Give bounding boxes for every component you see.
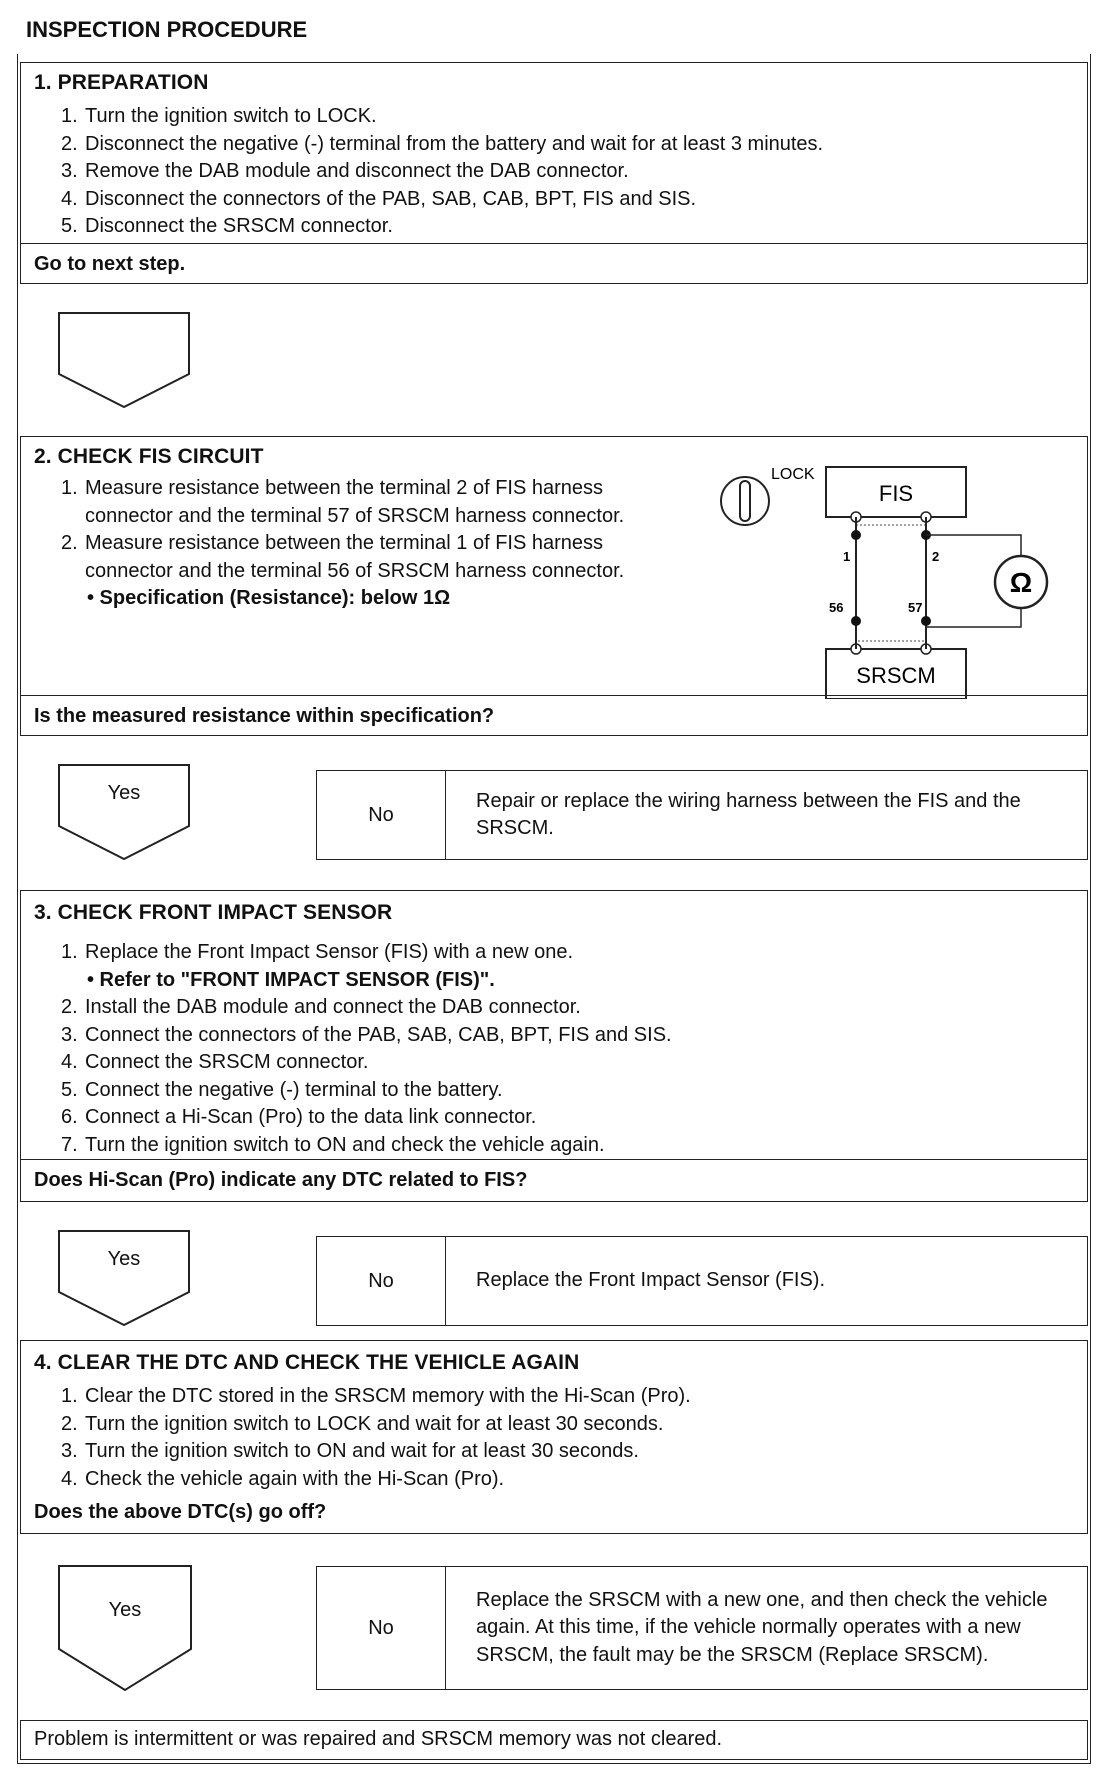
no-action: Replace the SRSCM with a new one, and then check the vehicle again. At this time, if the vehicle normally operates with a new SRSCM, the fault may be the SRSCM (Replace SRSCM).: [476, 1588, 1048, 1666]
flow-arrow-1: [58, 312, 190, 408]
step3-heading: 3. CHECK FRONT IMPACT SENSOR: [34, 901, 393, 924]
list-item: 1. Replace the Front Impact Sensor (FIS) with a new one.: [61, 941, 573, 963]
no-action: Repair or replace the wiring harness between the FIS and the SRSCM.: [476, 789, 1021, 839]
list-item: 2. Disconnect the negative (-) terminal from the battery and wait for at least 3 minutes.: [61, 132, 824, 155]
step3-list: [61, 939, 672, 1159]
list-item: 1. Measure resistance between the terminal 2 of FIS harness: [61, 477, 604, 499]
step1-list: [61, 103, 823, 241]
yes-label: Yes: [107, 1248, 141, 1270]
step3-box: [20, 890, 1088, 1202]
terminal-1-label: 1: [843, 549, 851, 564]
list-item: 2. Turn the ignition switch to LOCK and wait for at least 30 seconds.: [61, 1412, 664, 1435]
list-item: 4. Check the vehicle again with the Hi-Scan (Pro).: [61, 1467, 505, 1490]
final-box: [20, 1720, 1088, 1760]
list-item: 3. Remove the DAB module and disconnect the DAB connector.: [61, 160, 629, 182]
yes-arrow-3: [58, 1230, 190, 1326]
list-item-cont: connector and the terminal 57 of SRSCM harness connector.: [85, 504, 625, 527]
step2-list: [61, 475, 721, 613]
step2-box: [20, 436, 1088, 736]
step3-divider: [21, 1159, 1087, 1160]
step4-heading: 4. CLEAR THE DTC AND CHECK THE VEHICLE AGAIN: [34, 1351, 580, 1374]
no-action: Replace the Front Impact Sensor (FIS).: [476, 1269, 826, 1292]
spec-bullet: • Specification (Resistance): below 1Ω: [87, 587, 451, 609]
srscm-label: SRSCM: [856, 663, 936, 688]
step2-heading: 2. CHECK FIS CIRCUIT: [34, 445, 264, 468]
no-branch-4: [316, 1566, 1088, 1690]
yes-label: Yes: [107, 782, 141, 804]
list-item: 5. Disconnect the SRSCM connector.: [61, 215, 393, 237]
step1-divider: [21, 243, 1087, 244]
no-label: No: [317, 1237, 446, 1325]
yes-label: Yes: [108, 1599, 142, 1621]
terminal-57-label: 57: [908, 600, 923, 615]
step1-next: Go to next step.: [34, 253, 186, 275]
step4-question: Does the above DTC(s) go off?: [34, 1501, 327, 1523]
fis-label: FIS: [878, 481, 914, 506]
ignition-lock-icon: [721, 477, 769, 525]
no-label: No: [317, 771, 446, 859]
list-item: 5. Connect the negative (-) terminal to the battery.: [61, 1078, 503, 1101]
yes-arrow-2: [58, 764, 190, 860]
step1-box: [20, 62, 1088, 284]
list-item: 6. Connect a Hi-Scan (Pro) to the data link connector.: [61, 1106, 537, 1128]
step2-divider: [21, 695, 1087, 696]
final-text: Problem is intermittent or was repaired and SRSCM memory was not cleared.: [34, 1728, 723, 1750]
list-item: 7. Turn the ignition switch to ON and check the vehicle again.: [61, 1133, 605, 1156]
list-item: 1. Clear the DTC stored in the SRSCM memory with the Hi-Scan (Pro).: [61, 1385, 691, 1407]
yes-arrow-4: [58, 1565, 192, 1691]
list-item: 3. Connect the connectors of the PAB, SAB, CAB, BPT, FIS and SIS.: [61, 1023, 672, 1046]
fis-circuit-diagram: [711, 459, 1091, 699]
list-item: 4. Disconnect the connectors of the PAB, SAB, CAB, BPT, FIS and SIS.: [61, 187, 697, 210]
no-label: No: [317, 1567, 446, 1689]
step4-list: [61, 1383, 691, 1493]
list-item: 2. Install the DAB module and connect the DAB connector.: [61, 996, 581, 1018]
step1-heading: 1. PREPARATION: [34, 71, 209, 94]
step2-question: Is the measured resistance within specification?: [34, 705, 495, 727]
terminal-56-label: 56: [829, 600, 844, 615]
lock-label: LOCK: [771, 466, 815, 483]
terminal-2-label: 2: [932, 549, 940, 564]
no-branch-2: [316, 770, 1088, 860]
list-item: 2. Measure resistance between the terminal 1 of FIS harness: [61, 532, 604, 554]
list-item: 4. Connect the SRSCM connector.: [61, 1051, 369, 1073]
step3-question: Does Hi-Scan (Pro) indicate any DTC related to FIS?: [34, 1169, 528, 1191]
refer-bullet: • Refer to "FRONT IMPACT SENSOR (FIS)".: [87, 968, 495, 991]
step4-box: [20, 1340, 1088, 1534]
list-item: 1. Turn the ignition switch to LOCK.: [61, 105, 377, 127]
list-item: 3. Turn the ignition switch to ON and wait for at least 30 seconds.: [61, 1440, 639, 1462]
no-branch-3: [316, 1236, 1088, 1326]
list-item-cont: connector and the terminal 56 of SRSCM harness connector.: [85, 559, 625, 582]
page-title: INSPECTION PROCEDURE: [26, 17, 308, 42]
ohm-symbol: Ω: [1009, 567, 1033, 598]
